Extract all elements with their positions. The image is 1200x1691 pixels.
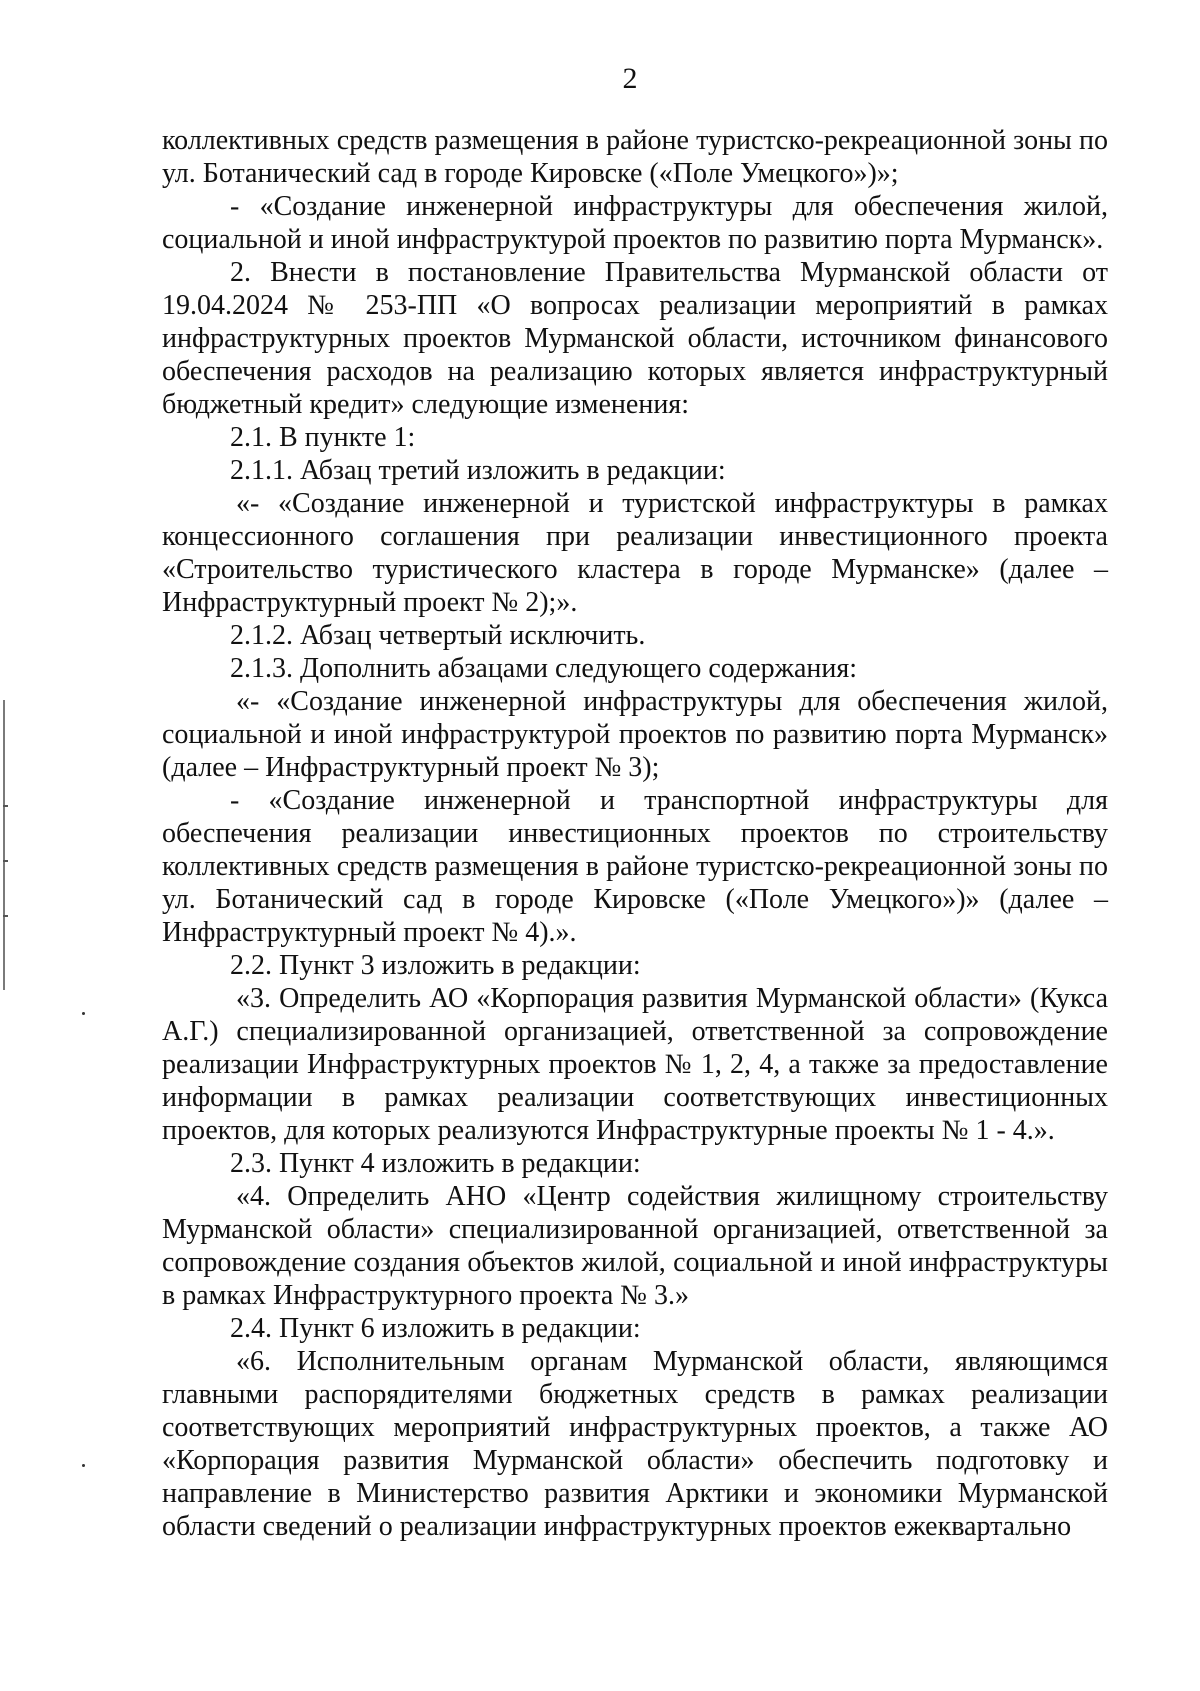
paragraph: 2.4. Пункт 6 изложить в редакции: bbox=[230, 1313, 641, 1344]
paragraph: «6. Исполнительным органам Мурманской области, являющимся главными распорядителями бюджетных средств в рамках реализации соответствующих мероприятий инфраструктурных проектов, а также АО «Корпорация развития Мурманской области» обеспечить подготовку и направление в Министерство развития Арктики и экономики Мурманской области сведений о реализации инфраструктурных проектов ежеквартально bbox=[162, 1346, 1108, 1542]
paragraph: 2.1.2. Абзац четвертый исключить. bbox=[230, 620, 646, 651]
paragraph: «3. Определить АО «Корпорация развития Мурманской области» (Кукса А.Г.) специализированной организацией, ответственной за сопровождение реализации Инфраструктурных проектов № 1, 2, 4, а также за предоставление информации в рамках реализации соответствующих инвестиционных проектов, для которых реализуются Инфраструктурные проекты № 1 - 4.». bbox=[162, 983, 1108, 1146]
paragraph: - «Создание инженерной инфраструктуры для обеспечения жилой, социальной и иной инфраструктурой проектов по развитию порта Мурманск». bbox=[162, 191, 1108, 255]
paragraph: 2.3. Пункт 4 изложить в редакции: bbox=[230, 1148, 641, 1179]
paragraph: коллективных средств размещения в районе туристско-рекреационной зоны по ул. Ботанический сад в городе Кировске («Поле Умецкого»)»; bbox=[162, 125, 1108, 189]
paragraph: - «Создание инженерной и транспортной инфраструктуры для обеспечения реализации инвестиционных проектов по строительству коллективных средств размещения в районе туристско-рекреационной зоны по ул. Ботанический сад в городе Кировске («Поле Умецкого»)» (далее – Инфраструктурный проект № 4).». bbox=[162, 785, 1108, 948]
document-body bbox=[162, 124, 1108, 1543]
scan-edge-artifact bbox=[3, 860, 8, 862]
scan-edge-artifact bbox=[3, 805, 8, 807]
paragraph: «4. Определить АНО «Центр содействия жилищному строительству Мурманской области» специализированной организацией, ответственной за сопровождение создания объектов жилой, социальной и иной инфраструктуры в рамках Инфраструктурного проекта № 3.» bbox=[162, 1181, 1108, 1311]
paragraph: 2.1. В пункте 1: bbox=[230, 422, 416, 453]
page-number: 2 bbox=[622, 62, 638, 95]
paragraph: 2.2. Пункт 3 изложить в редакции: bbox=[230, 950, 641, 981]
scan-edge-artifact bbox=[3, 915, 8, 917]
paragraph: «- «Создание инженерной и туристской инфраструктуры в рамках концессионного соглашения при реализации инвестиционного проекта «Строительство туристического кластера в городе Мурманске» (далее – Инфраструктурный проект № 2);». bbox=[162, 488, 1108, 618]
paragraph: «- «Создание инженерной инфраструктуры для обеспечения жилой, социальной и иной инфраструктурой проектов по развитию порта Мурманск» (далее – Инфраструктурный проект № 3); bbox=[162, 686, 1108, 783]
paragraph: 2.1.1. Абзац третий изложить в редакции: bbox=[230, 455, 726, 486]
scan-edge-artifact bbox=[3, 700, 5, 990]
paragraph: 2. Внести в постановление Правительства Мурманской области от 19.04.2024 № 253-ПП «О вопросах реализации мероприятий в рамках инфраструктурных проектов Мурманской области, источником финансового обеспечения расходов на реализацию которых является инфраструктурный бюджетный кредит» следующие изменения: bbox=[162, 257, 1108, 420]
scan-speck bbox=[82, 1012, 85, 1015]
scan-speck bbox=[82, 1464, 85, 1467]
paragraph: 2.1.3. Дополнить абзацами следующего содержания: bbox=[230, 653, 858, 684]
